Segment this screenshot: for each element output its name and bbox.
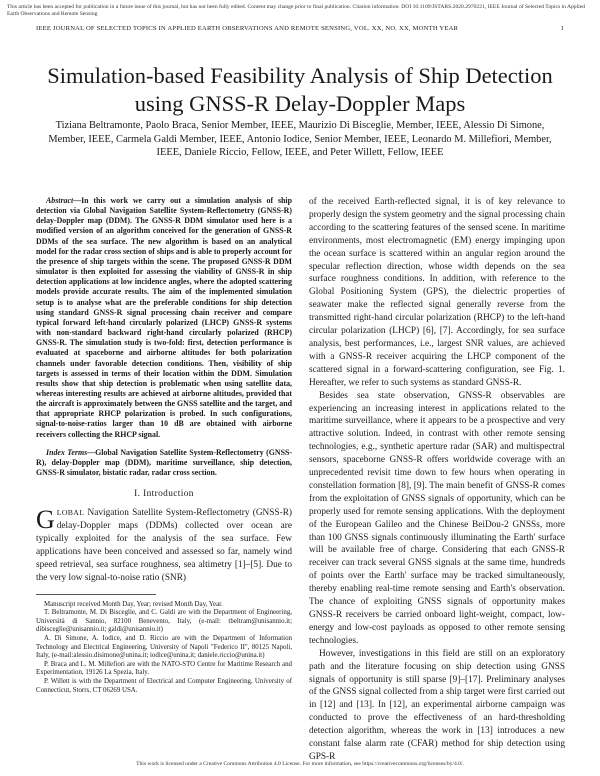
right-column bbox=[309, 196, 565, 764]
abstract-lead: Abstract bbox=[46, 196, 74, 205]
index-terms-lead: Index Terms bbox=[46, 447, 88, 457]
running-head-text: IEEE JOURNAL OF SELECTED TOPICS IN APPLIED EARTH OBSERVATIONS AND REMOTE SENSING, VOL. XX, NO. XX, MONTH YEAR bbox=[36, 25, 459, 32]
index-terms bbox=[36, 448, 292, 478]
abstract-text: —In this work we carry out a simulation analysis of ship detection via Global Navigation Satellite System-Reflectometry (GNSS-R) delay-Doppler map (DDM). The GNSS-R DDM simulator used here is a modified version of an algorithm conceived for the generation of GNSS-R DDMs of the sea surface. The new algorithm is based on an analytical model for the radar cross section of ships and is able to properly account for the presence of ship targets within the scene. The proposed GNSS-R DDM simulator is then exploited for assessing the viability of GNSS-R in ship detection applications at low incidence angles, where the adopted scattering models provide accurate results. The aim of the implemented simulation setup is to analyse what are the preferable conditions for ship detection using standard GNSS-R signal processing chain receiver and compare typical forward left-hand circularly polarized (LHCP) GNSS-R systems with non-standard backward right-hand circularly polarized (RHCP) GNSS-R. The simulation study is two-fold: first, detection performance is evaluated at spaceborne and airborne altitudes for both polarization channels under favorable detection conditions. Then, visibility of ship targets is assessed in terms of their location within the DDM. Simulation results show that ship detection is problematic when using satellite data, whereas interesting results are achieved at airborne altitudes, provided that the aircraft is approximately between the GNSS satellite and the target, and that appropriate RHCP polarization is probed. In such configurations, signal-to-noise-ratios larger than 10 dB are obtained with airborne receivers collecting the RHCP signal. bbox=[36, 196, 292, 439]
footnote: A. Di Simone, A. Iodice, and D. Riccio are with the Department of Information Technology and Electrical Engineering, University of Napoli "Federico II", 80125 Napoli, Italy, (e-mail:alessio.disimone@unina.it; iodice@unina.it; daniele.riccio@unina.it) bbox=[36, 634, 292, 660]
intro-text: Navigation Satellite System-Reflectometry (GNSS-R) delay-Doppler maps (DDMs) collected over ocean are typically exploited for the analysis of the sea surface. Few applications have been conceived and assessed so far, namely wind speed retrieval, sea surface roughness, sea altimetry [1]–[5]. Due to the very low signal-to-noise ratio (SNR) bbox=[36, 508, 292, 583]
body-paragraph: of the received Earth-reflected signal, it is of key relevance to properly design the system geometry and the signal processing chain according to the scattering features of the sensed scene. In maritime environments, most electromagnetic (EM) energy impinging upon the ocean surface is scattered within an angular region around the specular reflection direction, whose width depends on the sea surface roughness conditions. In addition, with reference to the Global Positioning System (GPS), the dielectric properties of seawater make the reflected signal generally reverse from the transmitted right-hand circular polarization (RHCP) to the left-hand circular polarization (LHCP) [6], [7]. Accordingly, for sea surface analysis, best performances, i.e., largest SNR values, are achieved with a GNSS-R receiver acquiring the LHCP component of the scattered signal in a forward-scattering configuration, see Fig. 1. Hereafter, we refer to such systems as standard GNSS-R. bbox=[309, 197, 565, 388]
author-list: Tiziana Beltramonte, Paolo Braca, Senior Member, IEEE, Maurizio Di Bisceglie, Member, IEEE, Alessio Di Simone, Member, IEEE, Carmela Galdi Member, IEEE, Antonio Iodice, Senior Member, IEEE, Leonardo M. Millefiori, Member, IEEE, Daniele Riccio, Fellow, IEEE, and Peter Willett, Fellow, IEEE bbox=[48, 120, 552, 158]
intro-smallcaps: LOBAL bbox=[56, 508, 85, 518]
footnote: Manuscript received Month Day, Year; revised Month Day, Year. bbox=[44, 600, 223, 608]
abstract bbox=[36, 196, 292, 440]
running-head bbox=[36, 25, 564, 32]
license-footer: This work is licensed under a Creative Commons Attribution 4.0 License. For more information, see https://creativecommons.org/licenses/by/4.0/. bbox=[136, 761, 464, 767]
footnote: T. Beltramonte, M. Di Bisceglie, and C. Galdi are with the Department of Engineering, Università di Sannio, 82100 Benevento, Italy, (e-mail: tbeltram@unisannio.it; dibisceglie@unisannio.it; galdi@unisannio.it) bbox=[36, 609, 292, 634]
footnote-rule bbox=[36, 594, 156, 595]
paper-title: Simulation-based Feasibility Analysis of Ship Detection using GNSS-R Delay-Doppler Maps bbox=[47, 63, 553, 116]
body-paragraph: However, investigations in this field are still on an exploratory path and the literature focusing on ship detection using GNSS signals of opportunity is still sparse [9]–[17]. Preliminary analyses of the GNSS signal collected from a ship target were first carried out in [12] and [13]. In [12], an experimental airborne campaign was conducted to prove the effectiveness of an hard-thresholding detection algorithm, whereas the work in [13] introduces a new constant false alarm rate (CFAR) method for ship detection using GPS-R bbox=[309, 648, 565, 762]
drop-cap: G bbox=[36, 505, 55, 535]
publication-notice: This article has been accepted for publication in a future issue of this journal, but has not been fully edited. Content may change prior to final publication. Citation information: DOI 10.1109/JSTARS.2020.2970221, IEEE Journal of Selected Topics in Applied Earth Observations and Remote Sensing bbox=[7, 4, 585, 17]
footnote: P. Braca and L. M. Millefiori are with the NATO-STO Centre for Maritime Research and Experimentation, 19126 La Spezia, Italy. bbox=[36, 660, 292, 677]
index-terms-text: —Global Navigation Satellite System-Reflectometry (GNSS-R), delay-Doppler map (DDM), maritime surveillance, ship detection, GNSS-R simulator, bistatic radar, radar cross section. bbox=[36, 447, 293, 478]
page-number: 1 bbox=[560, 25, 564, 32]
body-paragraph: Besides sea state observation, GNSS-R observables are experiencing an increasing interest in applications related to the maritime surveillance, where it appears to be a prospective and very attractive solution. Indeed, in contrast with other remote sensing technologies, e.g., synthetic aperture radar (SAR) and multispectral sensors, spaceborne GNSS-R offers worldwide coverage with an unprecedented revisit time down to few hours when operating in constellation formation [8], [9]. The main benefit of GNSS-R comes from the exploitation of GNSS signals of opportunity, which can be properly used for remote sensing applications. With the deployment of the European Galileo and the Chinese BeiDou-2 GNSSs, more than 100 GNSS signals continuously illuminating the Earth' surface will be available free of charge. Considering that each GNSS-R receiver can track several GNSS signals at the same time, hundreds of points over the Earth' surface may be tracked simultaneously, thereby enabling real-time remote sensing and Earth's observation. The chance of exploiting GNSS signals of opportunity makes GNSS-R receivers be carried onboard light-weight, compact, low-energy and low-cost payloads as opposed to other remote sensing technologies. bbox=[309, 390, 565, 646]
intro-paragraph bbox=[36, 507, 292, 584]
footnote: P. Willett is with the Department of Electrical and Computer Engineering, University of Connecticut, Storrs, CT 06269 USA. bbox=[36, 677, 292, 694]
left-column bbox=[36, 196, 292, 695]
section-heading: I. Introduction bbox=[134, 489, 194, 500]
